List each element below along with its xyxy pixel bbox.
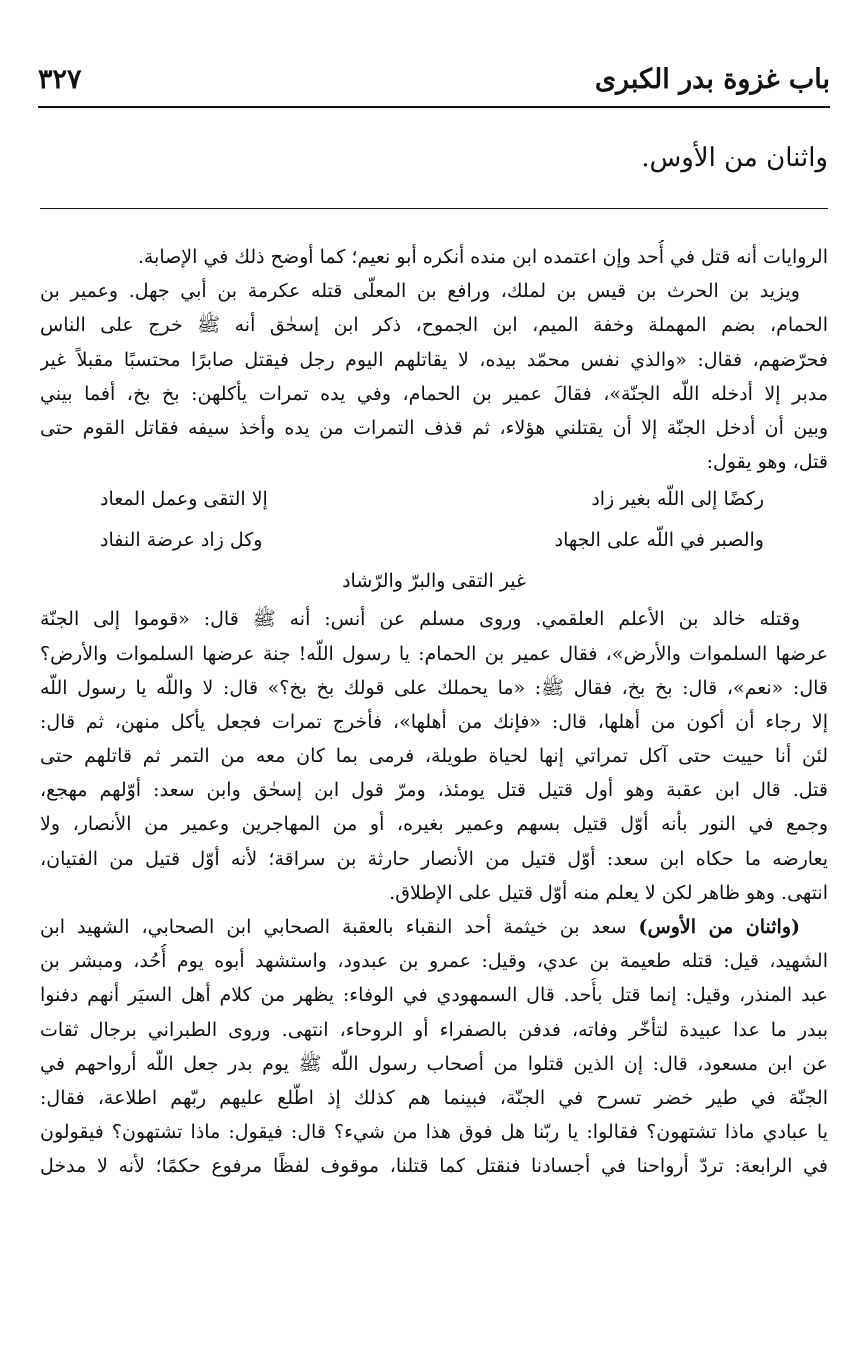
commentary-line: الحمام، بضم المهملة وخفة الميم، ابن الجموح، ذكر ابن إسحٰق أنه ﷺ خرج على الناس (40, 314, 828, 337)
commentary-line: يا عبادي ماذا تشتهون؟ فقالوا: يا ربّنا هل فوق هذا من شيء؟ قال: فيقول: ماذا تشتهون؟ فيقولون (40, 1121, 828, 1144)
commentary-line: الروايات أنه قتل في أُحد وإن اعتمده ابن منده أنكره أبو نعيم؛ كما أوضح ذلك في الإصابة. (137, 246, 828, 268)
commentary-line: الجنّة في طير خضر تسرح في الجنّة، فبينما هم كذلك إذ اطّلع عليهم ربّهم اطلاعة، فقال: (40, 1086, 828, 1109)
poem-verse (40, 479, 828, 520)
commentary-line: وجمع في النور بأنه أوّل قتيل بسهم وعمير بغيره، أو من المهاجرين وعمير من الأنصار، ولا (40, 813, 828, 836)
page-number: ٣٢٧ (38, 64, 82, 95)
commentary-line: فحرّضهم، فقال: «والذي نفس محمّد بيده، لا يقاتلهم اليوم رجل فيقتل صابرًا محتسبًا مقبلاً غير (40, 348, 828, 371)
commentary-line: لئن أنا حييت حتى آكل تمراتي إنها لحياة طويلة، فرمى بما كان معه من التمر ثم قاتلهم حتى (40, 745, 828, 768)
commentary-line: عرضها السلموات والأرض»، فقال عمير بن الحمام: يا رسول اللّه! جنة عرضها السلموات والأرض؟ (40, 642, 828, 665)
commentary-line: عن ابن مسعود، قال: إن الذين قتلوا من أصحاب رسول اللّه ﷺ يوم بدر جعل اللّه أرواحهم في (40, 1052, 828, 1075)
poem-verse (40, 561, 828, 602)
verse-hemistich: ركضًا إلى اللّه بغير زاد (591, 488, 764, 511)
commentary-line: ببدر ما عدا عبيدة لتأخّر وفاته، فدفن بالصفراء أو الروحاء، انتهى. وروى الطبراني برجال ثقات (40, 1018, 828, 1041)
commentary-line: وقتله خالد بن الأعلم العلقمي. وروى مسلم عن أنس: أنه ﷺ قال: «قوموا إلى الجنّة (40, 608, 800, 631)
poem-verse (40, 520, 828, 561)
commentary-line: وبين أن أدخل الجنّة إلا أن يقتلني هؤلاء، ثم قذف التمرات من يده وأخذ سيفه فقاتل القوم حتى (40, 416, 828, 439)
commentary-line: مدبر إلا أدخله اللّه الجنّة»، فقالَ عمير بن الحمام، وفي يده تمرات يأكلهن: بخ بخ، أفما بيني (40, 382, 828, 405)
header-divider (38, 106, 830, 108)
verse-hemistich: إلا التقى وعمل المعاد (100, 488, 268, 511)
verse-hemistich: والصبر في اللّه على الجهاد (554, 529, 764, 552)
commentary-line: الشهيد، قيل: قتله طعيمة بن عدي، وقيل: عمرو بن عبدود، واستشهد أبوه يوم أُحُد، ومبشر بن (40, 950, 828, 973)
commentary-line: عبد المنذر، وقيل: إنما قتل بأُحد. قال السمهودي في الوفاء: يظهر من كلام أهل السيَر أنهم دفنوا (40, 984, 828, 1007)
commentary-line: انتهى. وهو ظاهر لكن لا يعلم منه أوّل قتيل على الإطلاق. (389, 881, 828, 904)
commentary-block (40, 240, 828, 1184)
verse-hemistich: غير التقى والبرّ والرّشاد (342, 570, 526, 593)
commentary-text: سعد بن خيثمة أحد النقباء بالعقبة الصحابي ابن الصحابي، الشهيد ابن (40, 916, 627, 938)
footnote-divider (40, 208, 828, 209)
main-text-line: واثنان من الأوس. (641, 143, 828, 173)
verse-hemistich: وكل زاد عرضة النفاد (100, 529, 263, 552)
commentary-line: في الرابعة: تردّ أرواحنا في أجسادنا فنقتل كما قتلنا، موقوف لفظًا مرفوع حكمًا؛ لأنه لا مدخل (40, 1155, 828, 1178)
commentary-line: قال: «نعم»، قال: بخ بخ، فقال ﷺ: «ما يحملك على قولك بخ بخ؟» قال: لا واللّه يا رسول اللّه (40, 676, 828, 699)
section-lead: (واثنان من الأوس) (638, 916, 800, 938)
commentary-line: قتل، وهو يقول: (706, 451, 828, 474)
commentary-line: ويزيد بن الحرث بن قيس بن لملك، ورافع بن المعلّى قتله عكرمة بن أبي جهل. وعمير بن (40, 280, 800, 303)
commentary-line: إلا رجاء أن أكون من أهلها، قال: «فإنك من أهلها»، فأخرج تمرات فجعل يأكل منهن، ثم قال: (40, 710, 828, 733)
running-header (38, 62, 830, 102)
commentary-line: قتل. قال ابن عقبة وهو أول قتيل قتل يومئذ، ومرّ قول ابن إسحٰق وابن سعد: أوّلهم مهجع، (40, 779, 828, 802)
commentary-line (40, 910, 828, 944)
commentary-line: يعارضه ما حكاه ابن سعد: أوّل قتيل من الأنصار حارثة بن سراقة؛ لأنه أوّل قتيل من الفتيان، (40, 847, 828, 870)
chapter-title: باب غزوة بدر الكبرى (594, 64, 830, 95)
